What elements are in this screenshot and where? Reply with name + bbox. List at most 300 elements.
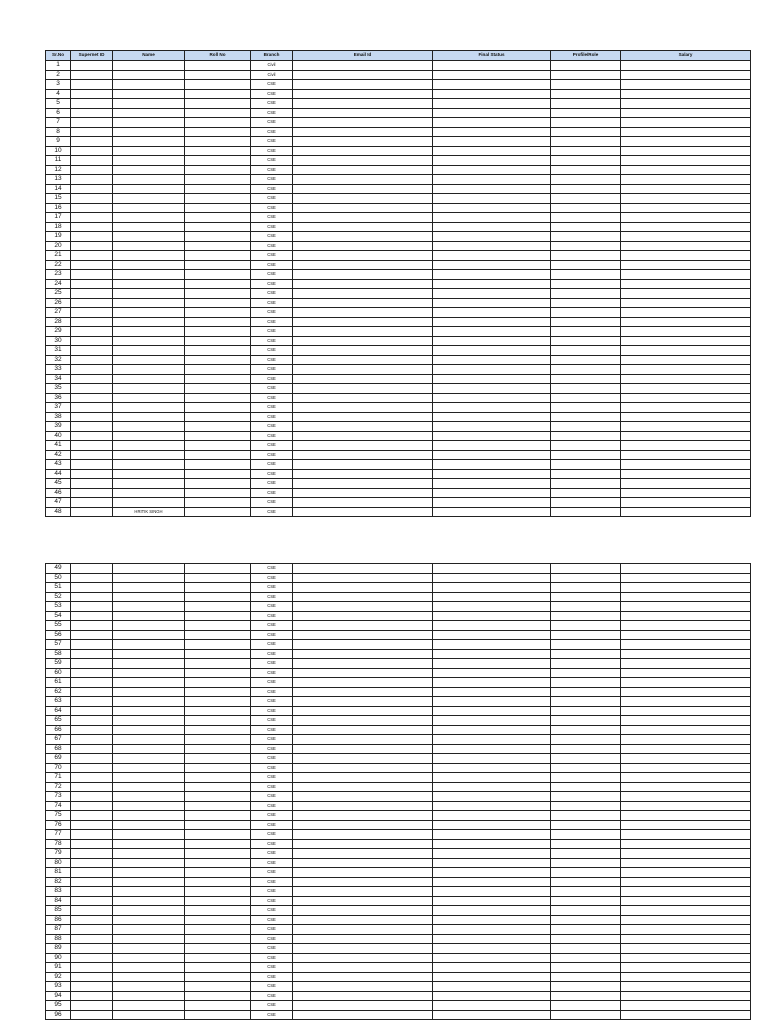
cell-name	[113, 678, 185, 688]
table-row	[46, 222, 751, 232]
cell-roll-no	[185, 659, 251, 669]
cell-roll-no	[185, 450, 251, 460]
cell-salary	[621, 953, 751, 963]
cell-email	[293, 61, 433, 71]
cell-roll-no	[185, 706, 251, 716]
placement-table-part-2	[45, 563, 750, 1020]
cell-roll-no	[185, 317, 251, 327]
cell-name	[113, 403, 185, 413]
cell-branch: CSE	[251, 744, 293, 754]
table-row	[46, 868, 751, 878]
cell-sno: 60	[46, 668, 71, 678]
cell-email	[293, 127, 433, 137]
cell-final-status	[433, 270, 551, 280]
table-row	[46, 811, 751, 821]
cell-branch: CSE	[251, 232, 293, 242]
header-roll-no: Roll No	[185, 51, 251, 61]
cell-salary	[621, 877, 751, 887]
cell-email	[293, 412, 433, 422]
cell-supernet-id	[71, 630, 113, 640]
cell-sno: 50	[46, 573, 71, 583]
cell-email	[293, 403, 433, 413]
cell-name	[113, 99, 185, 109]
cell-roll-no	[185, 184, 251, 194]
cell-sno: 20	[46, 241, 71, 251]
cell-profile-role	[551, 716, 621, 726]
cell-roll-no	[185, 137, 251, 147]
table-row	[46, 706, 751, 716]
cell-email	[293, 431, 433, 441]
cell-salary	[621, 460, 751, 470]
cell-profile-role	[551, 972, 621, 982]
cell-salary	[621, 592, 751, 602]
cell-salary	[621, 89, 751, 99]
cell-roll-no	[185, 441, 251, 451]
cell-profile-role	[551, 944, 621, 954]
cell-name	[113, 498, 185, 508]
cell-roll-no	[185, 374, 251, 384]
cell-name	[113, 640, 185, 650]
cell-roll-no	[185, 915, 251, 925]
table-body	[46, 564, 751, 1020]
cell-final-status	[433, 279, 551, 289]
table-row	[46, 934, 751, 944]
cell-email	[293, 308, 433, 318]
cell-roll-no	[185, 868, 251, 878]
cell-branch: CSE	[251, 450, 293, 460]
table-row	[46, 488, 751, 498]
cell-supernet-id	[71, 232, 113, 242]
cell-profile-role	[551, 127, 621, 137]
cell-name	[113, 630, 185, 640]
table-row	[46, 146, 751, 156]
cell-final-status	[433, 896, 551, 906]
cell-roll-no	[185, 222, 251, 232]
cell-branch: CSE	[251, 640, 293, 650]
table-row	[46, 944, 751, 954]
cell-email	[293, 327, 433, 337]
cell-email	[293, 877, 433, 887]
cell-email	[293, 355, 433, 365]
cell-email	[293, 925, 433, 935]
cell-email	[293, 896, 433, 906]
cell-supernet-id	[71, 70, 113, 80]
table-row	[46, 839, 751, 849]
cell-email	[293, 1010, 433, 1020]
table-row	[46, 127, 751, 137]
cell-supernet-id	[71, 754, 113, 764]
header-sno: Sr.No	[46, 51, 71, 61]
cell-salary	[621, 355, 751, 365]
cell-profile-role	[551, 260, 621, 270]
cell-roll-no	[185, 289, 251, 299]
cell-sno: 48	[46, 507, 71, 517]
cell-supernet-id	[71, 289, 113, 299]
cell-roll-no	[185, 744, 251, 754]
cell-branch: CSE	[251, 108, 293, 118]
cell-final-status	[433, 488, 551, 498]
cell-roll-no	[185, 782, 251, 792]
cell-email	[293, 137, 433, 147]
table-row	[46, 592, 751, 602]
cell-final-status	[433, 251, 551, 261]
cell-profile-role	[551, 374, 621, 384]
cell-name	[113, 754, 185, 764]
cell-roll-no	[185, 70, 251, 80]
cell-roll-no	[185, 982, 251, 992]
cell-profile-role	[551, 782, 621, 792]
cell-name	[113, 89, 185, 99]
table-row	[46, 251, 751, 261]
cell-branch: CSE	[251, 754, 293, 764]
cell-name: HRITIK SINGH	[113, 507, 185, 517]
cell-name	[113, 782, 185, 792]
cell-email	[293, 849, 433, 859]
cell-name	[113, 108, 185, 118]
cell-profile-role	[551, 507, 621, 517]
cell-final-status	[433, 165, 551, 175]
cell-roll-no	[185, 61, 251, 71]
cell-sno: 35	[46, 384, 71, 394]
cell-supernet-id	[71, 222, 113, 232]
cell-branch: CSE	[251, 488, 293, 498]
cell-salary	[621, 1010, 751, 1020]
table-row	[46, 194, 751, 204]
cell-salary	[621, 146, 751, 156]
cell-sno: 9	[46, 137, 71, 147]
cell-branch: CSE	[251, 118, 293, 128]
cell-branch: CSE	[251, 422, 293, 432]
cell-name	[113, 649, 185, 659]
cell-profile-role	[551, 441, 621, 451]
cell-roll-no	[185, 127, 251, 137]
cell-email	[293, 260, 433, 270]
cell-roll-no	[185, 963, 251, 973]
cell-name	[113, 317, 185, 327]
cell-sno: 13	[46, 175, 71, 185]
cell-sno: 96	[46, 1010, 71, 1020]
cell-supernet-id	[71, 811, 113, 821]
cell-supernet-id	[71, 725, 113, 735]
cell-email	[293, 203, 433, 213]
cell-salary	[621, 697, 751, 707]
cell-sno: 16	[46, 203, 71, 213]
cell-roll-no	[185, 232, 251, 242]
cell-name	[113, 906, 185, 916]
cell-branch: CSE	[251, 137, 293, 147]
cell-sno: 80	[46, 858, 71, 868]
table-row	[46, 61, 751, 71]
cell-supernet-id	[71, 270, 113, 280]
table-row	[46, 583, 751, 593]
cell-salary	[621, 308, 751, 318]
cell-email	[293, 744, 433, 754]
cell-roll-no	[185, 697, 251, 707]
table-row	[46, 573, 751, 583]
cell-roll-no	[185, 735, 251, 745]
cell-salary	[621, 118, 751, 128]
cell-supernet-id	[71, 925, 113, 935]
cell-final-status	[433, 716, 551, 726]
cell-final-status	[433, 61, 551, 71]
cell-email	[293, 564, 433, 574]
cell-branch: CSE	[251, 668, 293, 678]
cell-email	[293, 270, 433, 280]
header-salary: Salary	[621, 51, 751, 61]
cell-branch: CSE	[251, 687, 293, 697]
cell-supernet-id	[71, 507, 113, 517]
cell-supernet-id	[71, 213, 113, 223]
cell-supernet-id	[71, 972, 113, 982]
cell-salary	[621, 80, 751, 90]
cell-roll-no	[185, 925, 251, 935]
cell-branch: CSE	[251, 716, 293, 726]
cell-branch: CSE	[251, 99, 293, 109]
cell-profile-role	[551, 991, 621, 1001]
cell-profile-role	[551, 735, 621, 745]
cell-sno: 84	[46, 896, 71, 906]
cell-salary	[621, 982, 751, 992]
cell-sno: 69	[46, 754, 71, 764]
cell-sno: 11	[46, 156, 71, 166]
cell-profile-role	[551, 431, 621, 441]
cell-profile-role	[551, 687, 621, 697]
cell-profile-role	[551, 592, 621, 602]
table-row	[46, 754, 751, 764]
cell-email	[293, 336, 433, 346]
cell-supernet-id	[71, 896, 113, 906]
cell-profile-role	[551, 365, 621, 375]
cell-salary	[621, 393, 751, 403]
cell-branch: CSE	[251, 374, 293, 384]
cell-email	[293, 317, 433, 327]
cell-supernet-id	[71, 441, 113, 451]
cell-sno: 23	[46, 270, 71, 280]
cell-name	[113, 868, 185, 878]
cell-email	[293, 213, 433, 223]
table-row	[46, 469, 751, 479]
cell-final-status	[433, 327, 551, 337]
cell-final-status	[433, 668, 551, 678]
cell-final-status	[433, 972, 551, 982]
cell-supernet-id	[71, 592, 113, 602]
cell-name	[113, 175, 185, 185]
cell-sno: 37	[46, 403, 71, 413]
cell-final-status	[433, 355, 551, 365]
cell-roll-no	[185, 877, 251, 887]
cell-roll-no	[185, 640, 251, 650]
cell-profile-role	[551, 80, 621, 90]
table-row	[46, 365, 751, 375]
table-row	[46, 336, 751, 346]
cell-salary	[621, 422, 751, 432]
cell-roll-no	[185, 241, 251, 251]
cell-final-status	[433, 830, 551, 840]
cell-supernet-id	[71, 488, 113, 498]
table-row	[46, 697, 751, 707]
table-row	[46, 260, 751, 270]
cell-final-status	[433, 649, 551, 659]
cell-name	[113, 279, 185, 289]
cell-name	[113, 1010, 185, 1020]
cell-salary	[621, 61, 751, 71]
cell-supernet-id	[71, 773, 113, 783]
cell-sno: 73	[46, 792, 71, 802]
cell-final-status	[433, 792, 551, 802]
cell-final-status	[433, 640, 551, 650]
cell-supernet-id	[71, 906, 113, 916]
table-row	[46, 422, 751, 432]
cell-profile-role	[551, 61, 621, 71]
cell-supernet-id	[71, 649, 113, 659]
cell-branch: CSE	[251, 849, 293, 859]
cell-profile-role	[551, 156, 621, 166]
cell-final-status	[433, 298, 551, 308]
cell-sno: 21	[46, 251, 71, 261]
cell-name	[113, 80, 185, 90]
table-row	[46, 289, 751, 299]
table-row	[46, 441, 751, 451]
cell-salary	[621, 384, 751, 394]
cell-branch: CSE	[251, 460, 293, 470]
table-row	[46, 649, 751, 659]
cell-profile-role	[551, 697, 621, 707]
cell-email	[293, 108, 433, 118]
cell-supernet-id	[71, 469, 113, 479]
cell-name	[113, 308, 185, 318]
cell-supernet-id	[71, 1010, 113, 1020]
cell-name	[113, 156, 185, 166]
cell-profile-role	[551, 621, 621, 631]
cell-supernet-id	[71, 621, 113, 631]
cell-roll-no	[185, 668, 251, 678]
cell-roll-no	[185, 763, 251, 773]
cell-name	[113, 184, 185, 194]
cell-email	[293, 241, 433, 251]
cell-email	[293, 934, 433, 944]
table-row	[46, 611, 751, 621]
cell-supernet-id	[71, 89, 113, 99]
cell-supernet-id	[71, 156, 113, 166]
cell-email	[293, 953, 433, 963]
cell-name	[113, 241, 185, 251]
cell-final-status	[433, 450, 551, 460]
cell-sno: 94	[46, 991, 71, 1001]
cell-branch: CSE	[251, 858, 293, 868]
cell-supernet-id	[71, 279, 113, 289]
cell-final-status	[433, 232, 551, 242]
cell-sno: 1	[46, 61, 71, 71]
cell-branch: CSE	[251, 887, 293, 897]
cell-profile-role	[551, 241, 621, 251]
cell-sno: 24	[46, 279, 71, 289]
cell-email	[293, 118, 433, 128]
cell-supernet-id	[71, 640, 113, 650]
cell-final-status	[433, 289, 551, 299]
cell-branch: CSE	[251, 175, 293, 185]
cell-salary	[621, 763, 751, 773]
cell-roll-no	[185, 811, 251, 821]
cell-salary	[621, 754, 751, 764]
cell-salary	[621, 706, 751, 716]
cell-sno: 78	[46, 839, 71, 849]
cell-supernet-id	[71, 887, 113, 897]
cell-supernet-id	[71, 868, 113, 878]
cell-name	[113, 858, 185, 868]
cell-email	[293, 441, 433, 451]
cell-branch: CSE	[251, 1001, 293, 1011]
cell-final-status	[433, 498, 551, 508]
cell-email	[293, 592, 433, 602]
cell-email	[293, 393, 433, 403]
cell-roll-no	[185, 460, 251, 470]
cell-name	[113, 839, 185, 849]
cell-email	[293, 175, 433, 185]
cell-sno: 92	[46, 972, 71, 982]
cell-salary	[621, 289, 751, 299]
cell-branch: CSE	[251, 830, 293, 840]
cell-roll-no	[185, 621, 251, 631]
cell-salary	[621, 403, 751, 413]
cell-roll-no	[185, 773, 251, 783]
cell-profile-role	[551, 744, 621, 754]
cell-profile-role	[551, 934, 621, 944]
cell-supernet-id	[71, 564, 113, 574]
cell-sno: 45	[46, 479, 71, 489]
cell-final-status	[433, 659, 551, 669]
cell-name	[113, 972, 185, 982]
cell-branch: CSE	[251, 127, 293, 137]
cell-salary	[621, 507, 751, 517]
cell-final-status	[433, 460, 551, 470]
cell-branch: CSE	[251, 479, 293, 489]
cell-roll-no	[185, 213, 251, 223]
cell-sno: 53	[46, 602, 71, 612]
cell-name	[113, 611, 185, 621]
table-row	[46, 460, 751, 470]
cell-final-status	[433, 811, 551, 821]
cell-supernet-id	[71, 953, 113, 963]
cell-final-status	[433, 194, 551, 204]
cell-profile-role	[551, 801, 621, 811]
cell-final-status	[433, 137, 551, 147]
cell-name	[113, 849, 185, 859]
cell-salary	[621, 279, 751, 289]
cell-roll-no	[185, 583, 251, 593]
cell-final-status	[433, 839, 551, 849]
cell-email	[293, 887, 433, 897]
cell-salary	[621, 488, 751, 498]
cell-sno: 62	[46, 687, 71, 697]
cell-final-status	[433, 754, 551, 764]
table-row	[46, 203, 751, 213]
table-row	[46, 327, 751, 337]
cell-email	[293, 346, 433, 356]
cell-supernet-id	[71, 479, 113, 489]
placement-table	[45, 563, 751, 1020]
cell-name	[113, 222, 185, 232]
cell-roll-no	[185, 972, 251, 982]
cell-roll-no	[185, 830, 251, 840]
cell-profile-role	[551, 412, 621, 422]
cell-profile-role	[551, 289, 621, 299]
cell-email	[293, 820, 433, 830]
cell-supernet-id	[71, 1001, 113, 1011]
cell-branch: CSE	[251, 346, 293, 356]
cell-profile-role	[551, 146, 621, 156]
cell-email	[293, 858, 433, 868]
cell-sno: 85	[46, 906, 71, 916]
